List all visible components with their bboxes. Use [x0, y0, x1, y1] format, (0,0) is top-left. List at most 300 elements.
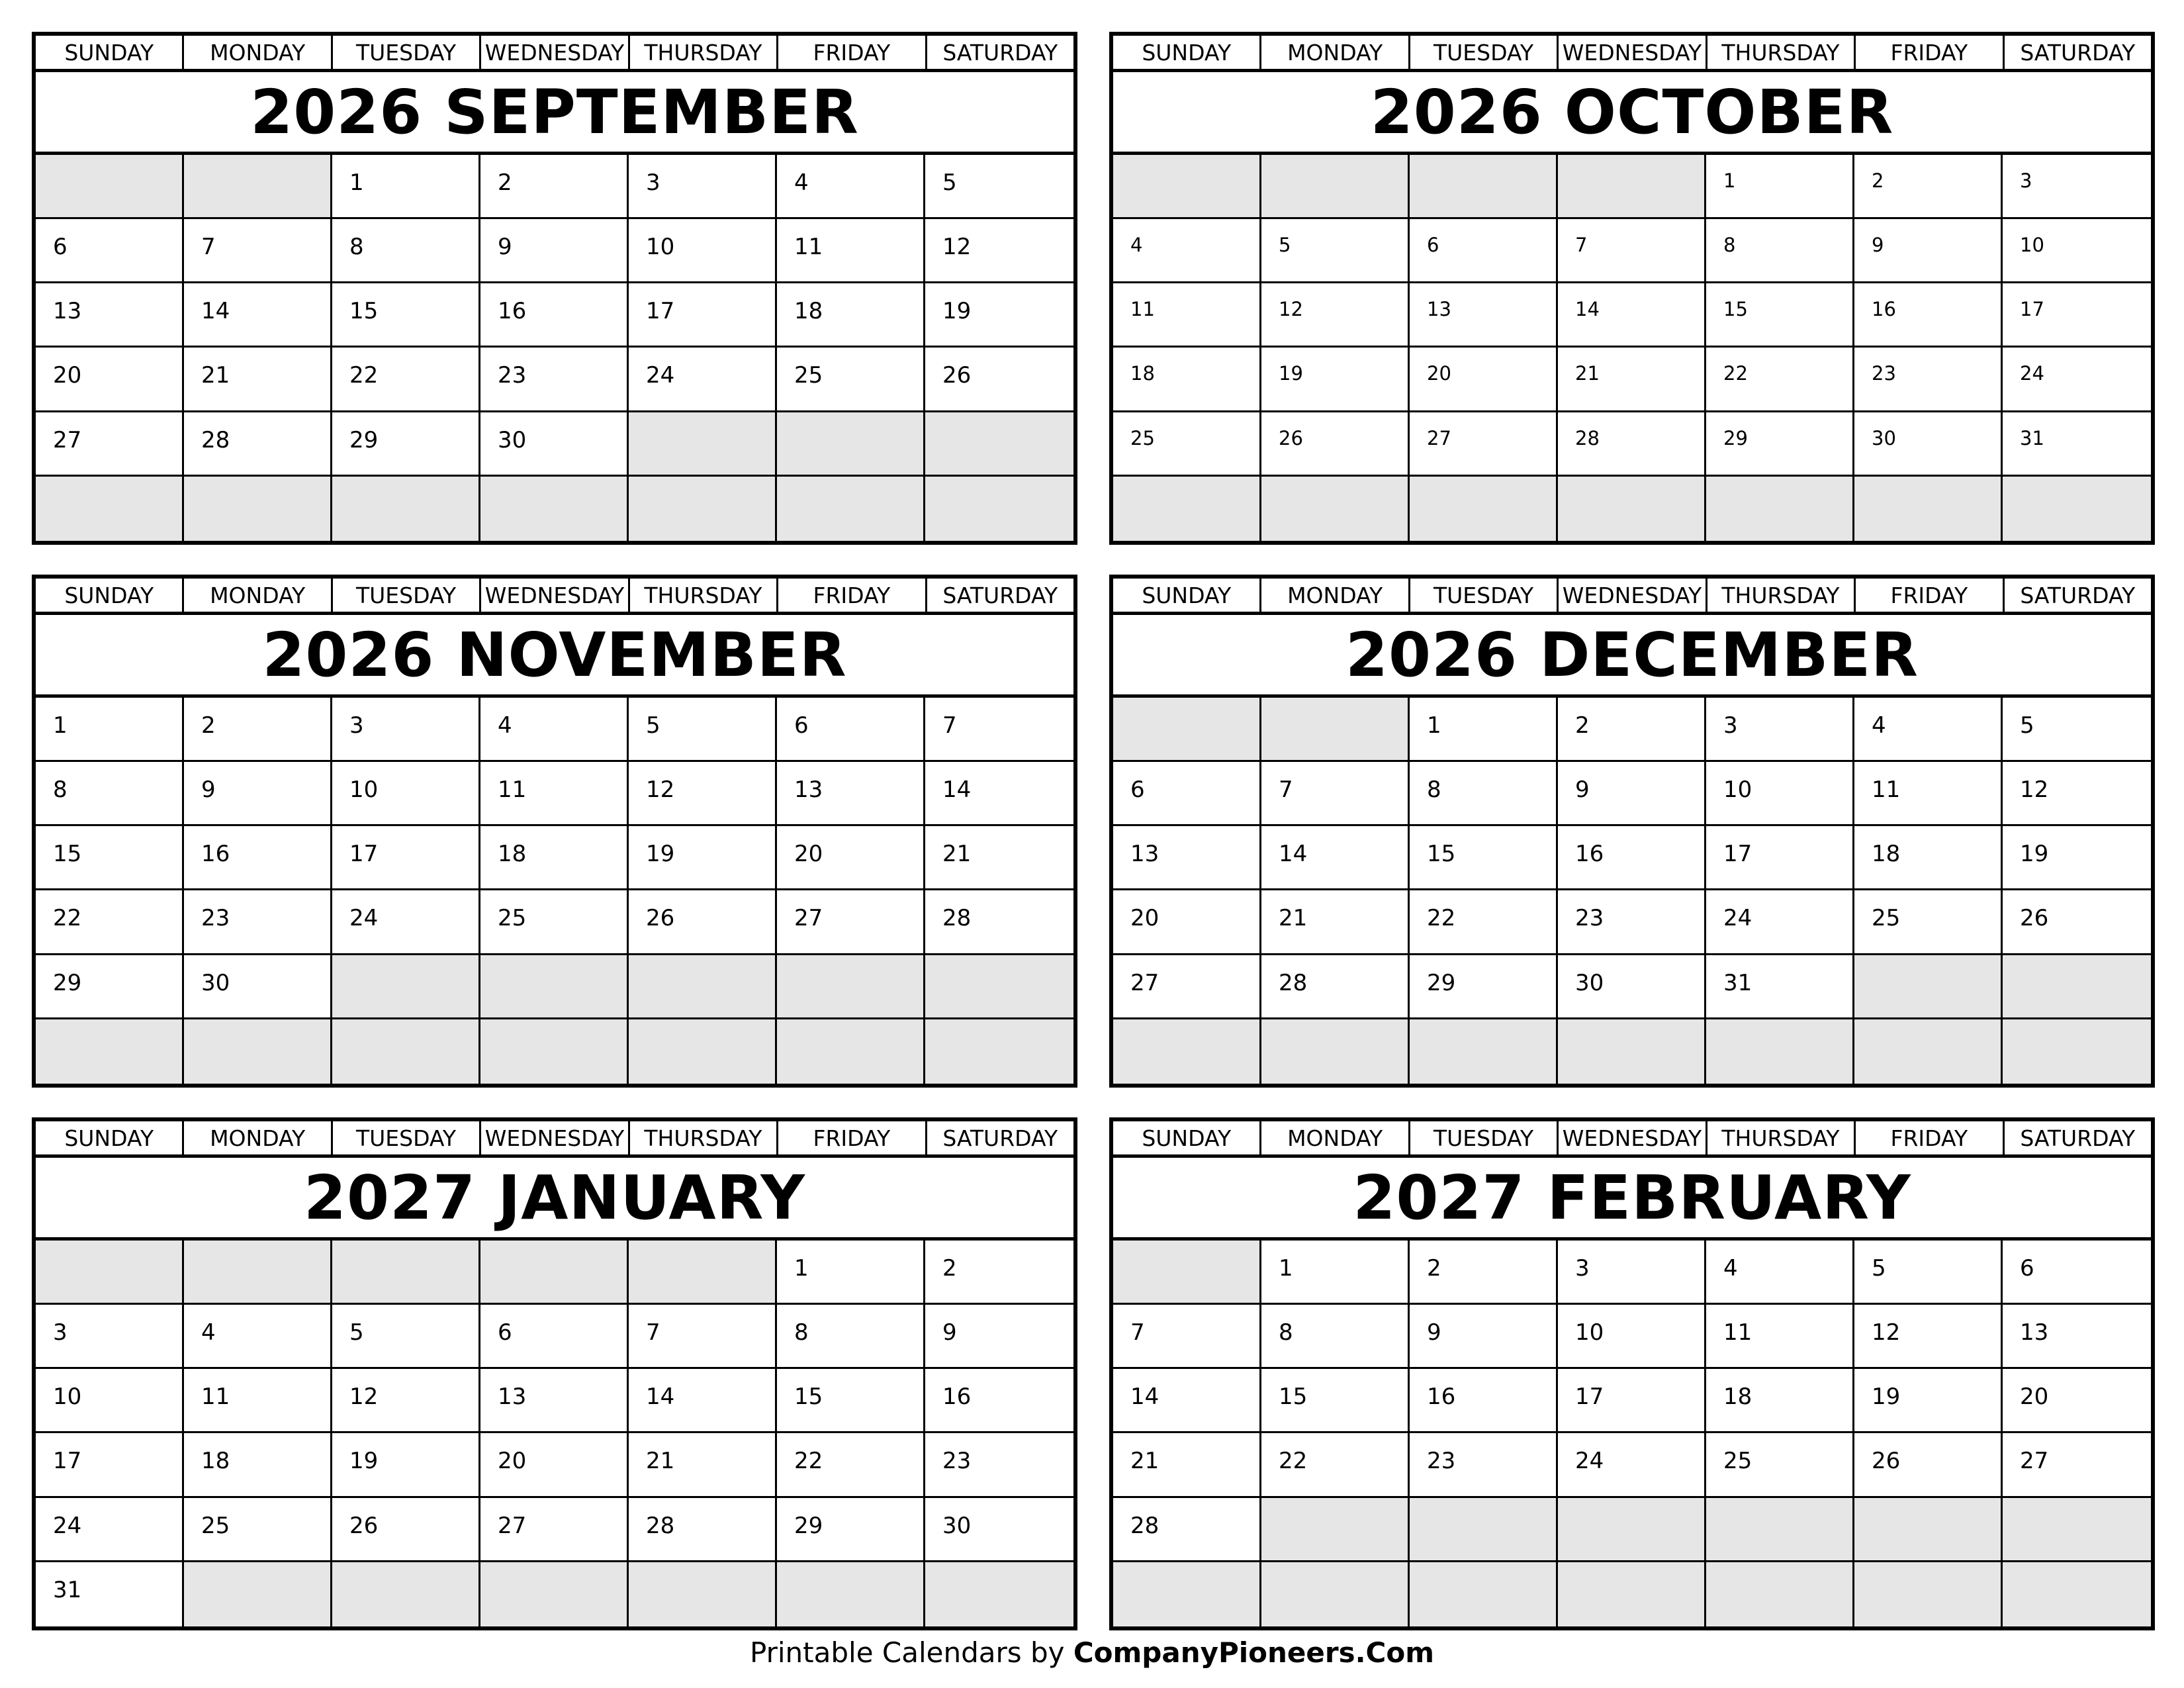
day-cell: 18 [480, 826, 629, 890]
day-cell: 28 [629, 1498, 777, 1562]
empty-day-cell [925, 1562, 1073, 1626]
day-cell: 29 [332, 412, 480, 477]
day-cell: 2 [1558, 698, 1706, 762]
empty-day-cell [777, 1562, 925, 1626]
day-cell: 12 [925, 219, 1073, 283]
weekday-label: SUNDAY [1113, 1121, 1261, 1154]
day-cell: 8 [777, 1305, 925, 1369]
empty-day-cell [1854, 1562, 2003, 1626]
weekday-label: SATURDAY [2020, 39, 2136, 66]
day-cell: 10 [2003, 219, 2151, 283]
month-title: 2026 OCTOBER [1113, 72, 2151, 155]
day-cell: 19 [1854, 1369, 2003, 1433]
day-cell: 14 [184, 283, 332, 348]
day-cell: 14 [925, 762, 1073, 826]
empty-day-cell [332, 1019, 480, 1084]
day-cell: 7 [925, 698, 1073, 762]
day-cell: 24 [629, 348, 777, 412]
day-cell: 6 [2003, 1241, 2151, 1305]
day-cell: 10 [1558, 1305, 1706, 1369]
empty-day-cell [1410, 1019, 1558, 1084]
day-cell: 25 [1854, 890, 2003, 955]
day-cell: 3 [36, 1305, 184, 1369]
day-cell: 3 [332, 698, 480, 762]
day-cell: 24 [332, 890, 480, 955]
day-cell: 6 [777, 698, 925, 762]
day-cell: 26 [2003, 890, 2151, 955]
month-calendar [32, 1117, 1077, 1630]
day-cell: 9 [480, 219, 629, 283]
day-cell: 3 [629, 155, 777, 219]
weekday-label: THURSDAY [1707, 36, 1856, 69]
day-cell: 22 [332, 348, 480, 412]
day-cell: 17 [1706, 826, 1854, 890]
month-title: 2026 SEPTEMBER [36, 72, 1073, 155]
footer-credit [0, 1636, 2184, 1669]
empty-day-cell [1854, 1019, 2003, 1084]
day-cell: 24 [1558, 1433, 1706, 1497]
weekday-label: TUESDAY [333, 579, 481, 612]
day-cell: 23 [184, 890, 332, 955]
day-cell: 21 [1113, 1433, 1261, 1497]
day-cell: 3 [2003, 155, 2151, 219]
empty-day-cell [925, 477, 1073, 541]
days-grid [1113, 155, 2151, 541]
empty-day-cell [36, 1019, 184, 1084]
day-cell: 31 [36, 1562, 184, 1626]
empty-day-cell [1113, 477, 1261, 541]
day-cell: 6 [1410, 219, 1558, 283]
weekday-label: SUNDAY [1113, 36, 1261, 69]
day-cell: 29 [1706, 412, 1854, 477]
day-cell: 29 [777, 1498, 925, 1562]
weekday-label: THURSDAY [630, 579, 778, 612]
day-cell: 22 [1706, 348, 1854, 412]
weekday-label: SUNDAY [36, 579, 184, 612]
day-cell: 2 [925, 1241, 1073, 1305]
day-cell: 8 [332, 219, 480, 283]
weekday-label: TUESDAY [1410, 36, 1559, 69]
day-cell: 4 [1706, 1241, 1854, 1305]
weekday-label: TUESDAY [333, 36, 481, 69]
day-cell: 6 [480, 1305, 629, 1369]
empty-day-cell [777, 1019, 925, 1084]
weekday-label: MONDAY [184, 579, 332, 612]
weekday-label: THURSDAY [1707, 1121, 1856, 1154]
day-cell: 5 [1261, 219, 1410, 283]
day-cell: 7 [1261, 762, 1410, 826]
day-cell: 7 [184, 219, 332, 283]
empty-day-cell [1854, 1498, 2003, 1562]
day-cell: 9 [1410, 1305, 1558, 1369]
day-cell: 4 [1854, 698, 2003, 762]
day-cell: 21 [1261, 890, 1410, 955]
empty-day-cell [36, 155, 184, 219]
empty-day-cell [332, 1562, 480, 1626]
empty-day-cell [629, 955, 777, 1019]
weekday-header [36, 36, 1073, 72]
day-cell: 18 [184, 1433, 332, 1497]
day-cell: 11 [480, 762, 629, 826]
weekday-label: SUNDAY [36, 36, 184, 69]
empty-day-cell [1113, 1241, 1261, 1305]
day-cell: 26 [629, 890, 777, 955]
weekday-label: MONDAY [1261, 579, 1410, 612]
day-cell: 27 [36, 412, 184, 477]
day-cell: 14 [629, 1369, 777, 1433]
empty-day-cell [184, 1019, 332, 1084]
empty-day-cell [184, 1241, 332, 1305]
empty-day-cell [629, 1241, 777, 1305]
month-calendar [1109, 32, 2155, 545]
day-cell: 9 [925, 1305, 1073, 1369]
day-cell: 1 [36, 698, 184, 762]
day-cell: 14 [1558, 283, 1706, 348]
day-cell: 16 [925, 1369, 1073, 1433]
empty-day-cell [2003, 1562, 2151, 1626]
day-cell: 11 [184, 1369, 332, 1433]
day-cell: 6 [36, 219, 184, 283]
day-cell: 23 [1558, 890, 1706, 955]
day-cell: 27 [1113, 955, 1261, 1019]
day-cell: 2 [480, 155, 629, 219]
day-cell: 17 [36, 1433, 184, 1497]
weekday-label: MONDAY [184, 1121, 332, 1154]
day-cell: 7 [1558, 219, 1706, 283]
day-cell: 15 [1410, 826, 1558, 890]
day-cell: 25 [184, 1498, 332, 1562]
day-cell: 28 [184, 412, 332, 477]
empty-day-cell [184, 155, 332, 219]
day-cell: 30 [480, 412, 629, 477]
empty-day-cell [480, 1562, 629, 1626]
weekday-label: WEDNESDAY [1559, 1121, 1707, 1154]
day-cell: 13 [2003, 1305, 2151, 1369]
footer-prefix: Printable Calendars by [750, 1636, 1073, 1669]
day-cell: 21 [629, 1433, 777, 1497]
day-cell: 10 [629, 219, 777, 283]
empty-day-cell [1261, 1498, 1410, 1562]
weekday-label: WEDNESDAY [481, 36, 629, 69]
day-cell: 18 [1113, 348, 1261, 412]
day-cell: 30 [1558, 955, 1706, 1019]
weekday-label: WEDNESDAY [1559, 579, 1707, 612]
weekday-label: FRIDAY [778, 1121, 927, 1154]
day-cell: 5 [925, 155, 1073, 219]
day-cell: 5 [1854, 1241, 2003, 1305]
day-cell: 15 [1706, 283, 1854, 348]
weekday-label: FRIDAY [778, 36, 927, 69]
weekday-label: FRIDAY [1856, 1121, 2004, 1154]
day-cell: 2 [184, 698, 332, 762]
day-cell: 9 [1558, 762, 1706, 826]
day-cell: 17 [629, 283, 777, 348]
day-cell: 17 [2003, 283, 2151, 348]
weekday-label: FRIDAY [778, 579, 927, 612]
month-calendar [32, 32, 1077, 545]
days-grid [36, 698, 1073, 1084]
month-title: 2026 DECEMBER [1113, 615, 2151, 698]
day-cell: 12 [1854, 1305, 2003, 1369]
empty-day-cell [480, 955, 629, 1019]
empty-day-cell [925, 412, 1073, 477]
day-cell: 19 [925, 283, 1073, 348]
day-cell: 5 [2003, 698, 2151, 762]
weekday-label: SUNDAY [1113, 579, 1261, 612]
day-cell: 16 [1410, 1369, 1558, 1433]
weekday-label: SUNDAY [36, 1121, 184, 1154]
day-cell: 18 [1706, 1369, 1854, 1433]
empty-day-cell [2003, 1019, 2151, 1084]
day-cell: 30 [184, 955, 332, 1019]
weekday-label: SATURDAY [942, 39, 1058, 66]
weekday-label: SATURDAY [942, 1125, 1058, 1151]
weekday-header [1113, 1121, 2151, 1158]
day-cell: 5 [332, 1305, 480, 1369]
empty-day-cell [1113, 1562, 1261, 1626]
day-cell: 10 [36, 1369, 184, 1433]
day-cell: 19 [1261, 348, 1410, 412]
day-cell: 13 [777, 762, 925, 826]
day-cell: 4 [1113, 219, 1261, 283]
empty-day-cell [1558, 155, 1706, 219]
day-cell: 14 [1113, 1369, 1261, 1433]
empty-day-cell [629, 477, 777, 541]
empty-day-cell [1261, 477, 1410, 541]
empty-day-cell [1410, 477, 1558, 541]
empty-day-cell [925, 1019, 1073, 1084]
empty-day-cell [777, 412, 925, 477]
day-cell: 26 [332, 1498, 480, 1562]
day-cell: 28 [925, 890, 1073, 955]
day-cell: 4 [480, 698, 629, 762]
day-cell: 27 [480, 1498, 629, 1562]
empty-day-cell [777, 477, 925, 541]
day-cell: 6 [1113, 762, 1261, 826]
day-cell: 1 [1261, 1241, 1410, 1305]
weekday-label: SATURDAY [2020, 582, 2136, 608]
day-cell: 23 [480, 348, 629, 412]
day-cell: 21 [184, 348, 332, 412]
day-cell: 30 [925, 1498, 1073, 1562]
weekday-label: TUESDAY [333, 1121, 481, 1154]
empty-day-cell [629, 1019, 777, 1084]
day-cell: 4 [184, 1305, 332, 1369]
weekday-header [36, 1121, 1073, 1158]
day-cell: 24 [2003, 348, 2151, 412]
day-cell: 26 [1261, 412, 1410, 477]
weekday-label: WEDNESDAY [1559, 36, 1707, 69]
empty-day-cell [1113, 698, 1261, 762]
day-cell: 13 [480, 1369, 629, 1433]
empty-day-cell [1706, 1498, 1854, 1562]
day-cell: 16 [1558, 826, 1706, 890]
empty-day-cell [480, 1019, 629, 1084]
day-cell: 19 [2003, 826, 2151, 890]
empty-day-cell [1558, 477, 1706, 541]
month-calendar [1109, 575, 2155, 1088]
empty-day-cell [1854, 477, 2003, 541]
empty-day-cell [2003, 1498, 2151, 1562]
empty-day-cell [184, 477, 332, 541]
empty-day-cell [1706, 477, 1854, 541]
empty-day-cell [1410, 155, 1558, 219]
empty-day-cell [184, 1562, 332, 1626]
day-cell: 17 [332, 826, 480, 890]
weekday-label: THURSDAY [1707, 579, 1856, 612]
day-cell: 30 [1854, 412, 2003, 477]
day-cell: 13 [1113, 826, 1261, 890]
day-cell: 3 [1706, 698, 1854, 762]
day-cell: 28 [1261, 955, 1410, 1019]
day-cell: 24 [1706, 890, 1854, 955]
day-cell: 16 [480, 283, 629, 348]
empty-day-cell [332, 955, 480, 1019]
day-cell: 18 [777, 283, 925, 348]
day-cell: 31 [1706, 955, 1854, 1019]
empty-day-cell [1410, 1562, 1558, 1626]
day-cell: 28 [1558, 412, 1706, 477]
empty-day-cell [1706, 1562, 1854, 1626]
empty-day-cell [36, 1241, 184, 1305]
day-cell: 12 [2003, 762, 2151, 826]
day-cell: 13 [36, 283, 184, 348]
day-cell: 20 [1113, 890, 1261, 955]
day-cell: 28 [1113, 1498, 1261, 1562]
day-cell: 20 [777, 826, 925, 890]
weekday-label: MONDAY [184, 36, 332, 69]
empty-day-cell [2003, 477, 2151, 541]
empty-day-cell [1558, 1498, 1706, 1562]
day-cell: 11 [1706, 1305, 1854, 1369]
days-grid [1113, 698, 2151, 1084]
month-title: 2027 FEBRUARY [1113, 1158, 2151, 1241]
weekday-label: TUESDAY [1410, 579, 1559, 612]
day-cell: 23 [1854, 348, 2003, 412]
day-cell: 1 [1706, 155, 1854, 219]
day-cell: 22 [1261, 1433, 1410, 1497]
empty-day-cell [1113, 155, 1261, 219]
day-cell: 10 [1706, 762, 1854, 826]
empty-day-cell [480, 1241, 629, 1305]
day-cell: 23 [925, 1433, 1073, 1497]
day-cell: 18 [1854, 826, 2003, 890]
empty-day-cell [2003, 955, 2151, 1019]
day-cell: 2 [1854, 155, 2003, 219]
day-cell: 8 [1410, 762, 1558, 826]
day-cell: 11 [1854, 762, 2003, 826]
weekday-label: WEDNESDAY [481, 1121, 629, 1154]
day-cell: 19 [332, 1433, 480, 1497]
day-cell: 12 [1261, 283, 1410, 348]
day-cell: 13 [1410, 283, 1558, 348]
days-grid [1113, 1241, 2151, 1626]
empty-day-cell [629, 412, 777, 477]
day-cell: 15 [1261, 1369, 1410, 1433]
day-cell: 22 [36, 890, 184, 955]
day-cell: 14 [1261, 826, 1410, 890]
days-grid [36, 155, 1073, 541]
day-cell: 17 [1558, 1369, 1706, 1433]
day-cell: 21 [1558, 348, 1706, 412]
empty-day-cell [332, 1241, 480, 1305]
day-cell: 12 [332, 1369, 480, 1433]
day-cell: 5 [629, 698, 777, 762]
empty-day-cell [1558, 1562, 1706, 1626]
empty-day-cell [1261, 698, 1410, 762]
day-cell: 1 [777, 1241, 925, 1305]
day-cell: 29 [1410, 955, 1558, 1019]
day-cell: 27 [777, 890, 925, 955]
empty-day-cell [925, 955, 1073, 1019]
day-cell: 24 [36, 1498, 184, 1562]
day-cell: 20 [36, 348, 184, 412]
empty-day-cell [1261, 155, 1410, 219]
day-cell: 23 [1410, 1433, 1558, 1497]
day-cell: 7 [629, 1305, 777, 1369]
empty-day-cell [1854, 955, 2003, 1019]
empty-day-cell [777, 955, 925, 1019]
weekday-header [36, 579, 1073, 615]
day-cell: 12 [629, 762, 777, 826]
day-cell: 19 [629, 826, 777, 890]
day-cell: 27 [2003, 1433, 2151, 1497]
day-cell: 10 [332, 762, 480, 826]
day-cell: 26 [925, 348, 1073, 412]
day-cell: 8 [1261, 1305, 1410, 1369]
empty-day-cell [332, 477, 480, 541]
empty-day-cell [1261, 1562, 1410, 1626]
weekday-label: THURSDAY [630, 1121, 778, 1154]
weekday-label: SATURDAY [942, 582, 1058, 608]
day-cell: 9 [184, 762, 332, 826]
weekday-label: THURSDAY [630, 36, 778, 69]
day-cell: 11 [777, 219, 925, 283]
day-cell: 1 [332, 155, 480, 219]
day-cell: 25 [1706, 1433, 1854, 1497]
day-cell: 31 [2003, 412, 2151, 477]
day-cell: 20 [2003, 1369, 2151, 1433]
day-cell: 15 [36, 826, 184, 890]
day-cell: 9 [1854, 219, 2003, 283]
day-cell: 25 [480, 890, 629, 955]
day-cell: 29 [36, 955, 184, 1019]
weekday-label: SATURDAY [2020, 1125, 2136, 1151]
weekday-label: WEDNESDAY [481, 579, 629, 612]
day-cell: 2 [1410, 1241, 1558, 1305]
day-cell: 8 [36, 762, 184, 826]
weekday-label: FRIDAY [1856, 36, 2004, 69]
month-title: 2026 NOVEMBER [36, 615, 1073, 698]
day-cell: 20 [1410, 348, 1558, 412]
day-cell: 16 [1854, 283, 2003, 348]
days-grid [36, 1241, 1073, 1626]
empty-day-cell [629, 1562, 777, 1626]
day-cell: 26 [1854, 1433, 2003, 1497]
day-cell: 27 [1410, 412, 1558, 477]
day-cell: 7 [1113, 1305, 1261, 1369]
weekday-label: FRIDAY [1856, 579, 2004, 612]
day-cell: 1 [1410, 698, 1558, 762]
day-cell: 22 [1410, 890, 1558, 955]
day-cell: 21 [925, 826, 1073, 890]
weekday-label: MONDAY [1261, 1121, 1410, 1154]
day-cell: 3 [1558, 1241, 1706, 1305]
weekday-header [1113, 579, 2151, 615]
empty-day-cell [1706, 1019, 1854, 1084]
weekday-header [1113, 36, 2151, 72]
empty-day-cell [1558, 1019, 1706, 1084]
